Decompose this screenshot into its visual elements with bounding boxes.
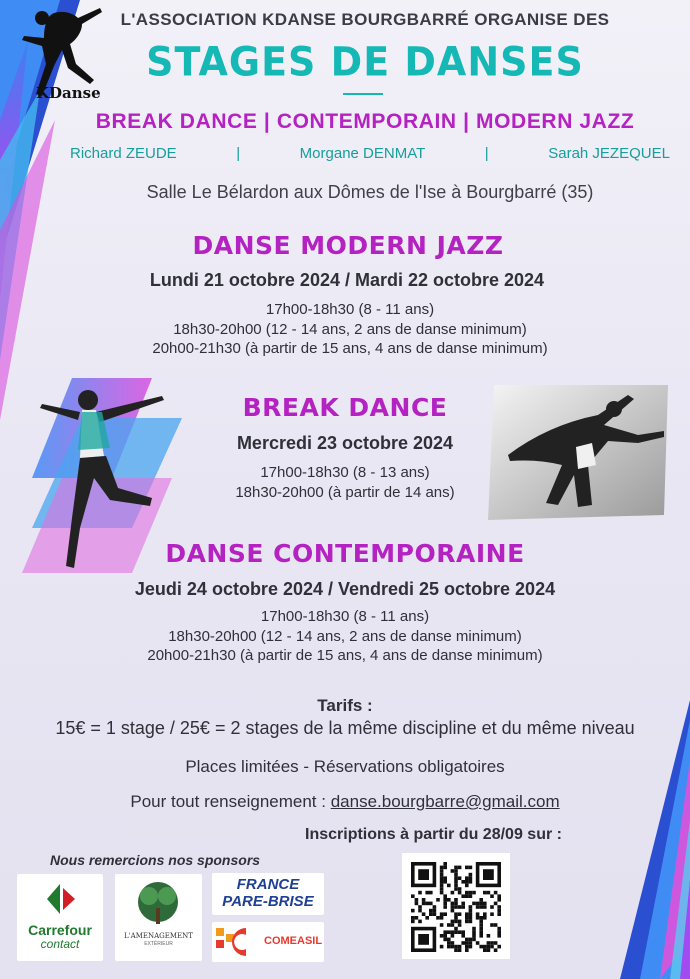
carrefour-icon: [17, 874, 103, 924]
tarifs-text: 15€ = 1 stage / 25€ = 2 stages de la même discipline et du même niveau: [55, 718, 635, 738]
schedule-contemporaine: [0, 607, 690, 666]
disciplines-line: BREAK DANCE | CONTEMPORAIN | MODERN JAZZ: [95, 110, 635, 133]
france-line1: FRANCE: [236, 876, 300, 893]
tree-icon: [115, 874, 202, 930]
schedule-modern-jazz: [0, 300, 690, 359]
main-title: STAGES DE DANSES: [146, 38, 584, 86]
qr-code[interactable]: [402, 853, 510, 959]
venue: Salle Le Bélardon aux Dômes de l'Ise à Bourgbarré (35): [146, 182, 594, 202]
info-line: [0, 792, 690, 812]
title-underline: [343, 93, 383, 95]
schedule-line: 18h30-20h00 (à partir de 14 ans): [235, 483, 455, 501]
schedule-line: 18h30-20h00 (12 - 14 ans, 2 ans de danse minimum): [173, 320, 527, 338]
info-prefix: Pour tout renseignement :: [130, 792, 331, 811]
association-line: L'ASSOCIATION KDANSE BOURGBARRÉ ORGANISE DES: [120, 10, 610, 29]
section-dates-contemporaine: Jeudi 24 octobre 2024 / Vendredi 25 octobre 2024: [134, 579, 556, 599]
carrefour-line2: contact: [40, 937, 80, 951]
schedule-line: 20h00-21h30 (à partir de 15 ans, 4 ans de danse minimum): [152, 340, 548, 357]
schedule-line: 17h00-18h30 (8 - 11 ans): [265, 301, 435, 318]
section-title-break-dance: BREAK DANCE: [242, 393, 448, 422]
sponsor-france-pare-brise-logo: [212, 873, 324, 915]
section-dates-break-dance: Mercredi 23 octobre 2024: [236, 433, 454, 453]
amenagement-name: L'AMENAGEMENT: [124, 932, 193, 940]
schedule-line: 17h00-18h30 (8 - 13 ans): [260, 464, 430, 481]
email-link[interactable]: danse.bourgbarre@gmail.com: [330, 792, 560, 811]
teacher-name: Sarah JEZEQUEL: [548, 145, 670, 162]
sponsor-comeasil-logo: [212, 922, 324, 962]
qr-code-icon: [402, 853, 510, 959]
comeasil-icon: [212, 922, 262, 962]
sponsors-heading: Nous remercions nos sponsors: [50, 852, 261, 868]
section-dates-modern-jazz: Lundi 21 octobre 2024 / Mardi 22 octobre 2024: [149, 270, 545, 290]
carrefour-line1: Carrefour: [28, 922, 92, 938]
logo-text: KDanse: [36, 84, 101, 102]
teacher-separator: |: [236, 145, 241, 162]
sponsor-amenagement-logo: [115, 874, 202, 961]
teachers-row: [70, 145, 670, 162]
amenagement-sub: EXTÉRIEUR: [144, 941, 173, 947]
section-title-modern-jazz: DANSE MODERN JAZZ: [192, 231, 504, 260]
section-title-contemporaine: DANSE CONTEMPORAINE: [165, 539, 525, 568]
sponsor-carrefour-logo: [17, 874, 103, 961]
teacher-name: Richard ZEUDE: [70, 145, 177, 162]
decorative-stripes-bottom-right: [540, 700, 690, 979]
france-line2: PARE-BRISE: [222, 893, 314, 910]
contemporary-dancer-photo: [488, 385, 668, 520]
schedule-line: 18h30-20h00 (12 - 14 ans, 2 ans de danse minimum): [168, 627, 522, 645]
teacher-separator: |: [484, 145, 489, 162]
tarifs-heading: Tarifs :: [317, 696, 373, 715]
comeasil-name: COMEASIL: [264, 935, 323, 947]
inscriptions-line: Inscriptions à partir du 28/09 sur :: [305, 826, 562, 843]
places-notice: Places limitées - Réservations obligatoires: [185, 757, 505, 776]
schedule-line: 20h00-21h30 (à partir de 15 ans, 4 ans de danse minimum): [147, 647, 543, 664]
teacher-name: Morgane DENMAT: [299, 145, 426, 162]
schedule-line: 17h00-18h30 (8 - 11 ans): [260, 608, 430, 625]
